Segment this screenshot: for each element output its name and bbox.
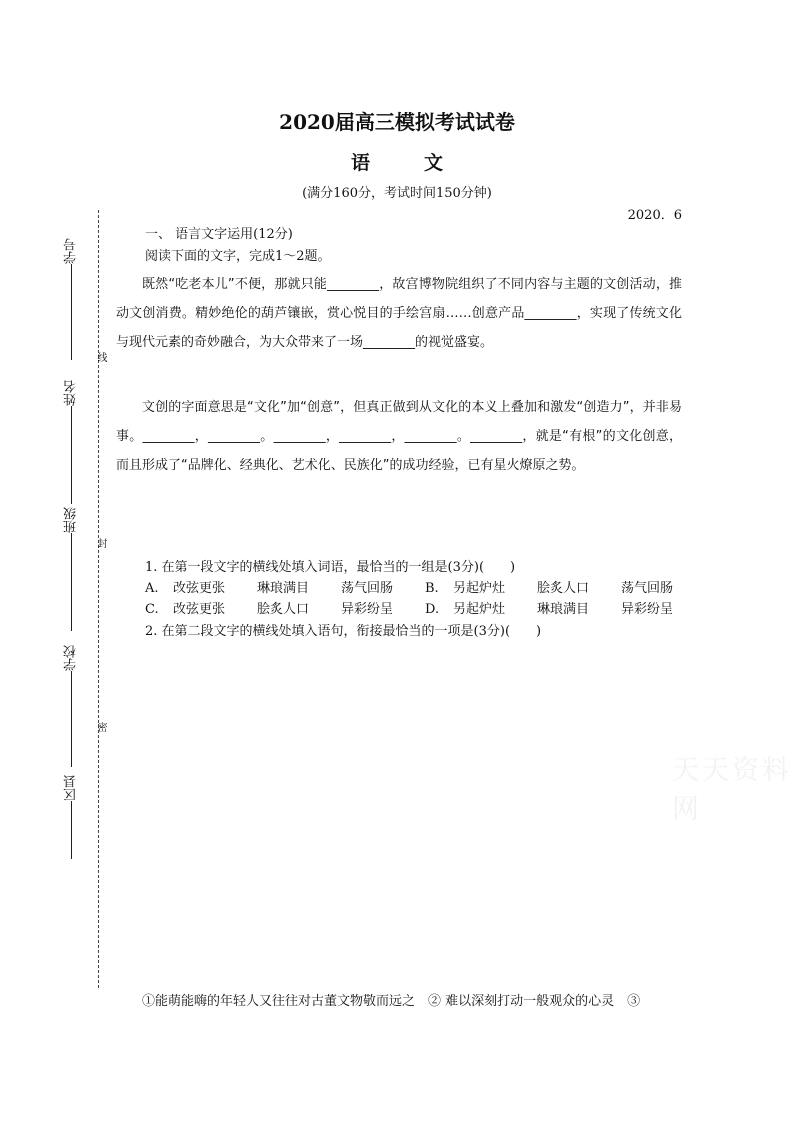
- option-c-word-1: 改弦更张: [173, 602, 226, 617]
- option-d-word-2: 琳琅满目: [537, 602, 590, 617]
- school-underline: [71, 671, 72, 767]
- option-label-d: D.: [425, 602, 440, 617]
- option-b-word-3: 荡气回肠: [621, 581, 674, 596]
- question-1-stem: 1. 在第一段文字的横线处填入词语，最恰当的一组是(3分)( ): [145, 560, 516, 575]
- student-id-underline: [71, 264, 72, 360]
- field-district: [62, 775, 81, 859]
- option-d-word-3: 异彩纷呈: [621, 602, 674, 617]
- option-c-word-2: 脍炙人口: [257, 602, 310, 617]
- option-label-a: A.: [145, 581, 159, 596]
- question-2-stem: 2. 在第二段文字的横线处填入语句，衔接最恰当的一项是(3分)( ): [145, 624, 542, 639]
- option-d-word-1: 另起炉灶: [453, 602, 506, 617]
- option-a-word-3: 荡气回肠: [341, 581, 394, 596]
- field-label-district: 区县: [64, 775, 79, 801]
- option-a-word-2: 琳琅满目: [257, 581, 310, 596]
- option-c-word-3: 异彩纷呈: [341, 602, 394, 617]
- name-underline: [71, 406, 72, 504]
- field-school: [62, 645, 81, 767]
- option-label-b: B.: [425, 581, 439, 596]
- exam-title: 2020届高三模拟考试试卷: [279, 110, 515, 134]
- seal-mark-line: 线: [95, 352, 106, 362]
- passage-paragraph-1: [116, 270, 682, 357]
- option-b-word-1: 另起炉灶: [453, 581, 506, 596]
- field-label-school: 学校: [64, 645, 79, 671]
- exam-note: (满分160分，考试时间150分钟): [302, 186, 492, 201]
- subject-title: 语文: [350, 152, 497, 174]
- exam-date: 2020．6: [627, 208, 682, 223]
- section-heading: 一、 语言文字运用(12分): [145, 227, 293, 242]
- field-class: [62, 507, 81, 631]
- field-student-id: [62, 238, 81, 360]
- option-label-c: C.: [145, 602, 159, 617]
- field-label-name: 姓名: [64, 380, 79, 406]
- paragraph-text: 既然“吃老本儿”不便，那就只能________，故宫博物院组织了不同内容与主题的文创活动，推动文创消费。精妙绝伦的葫芦镶嵌，赏心悦目的手绘宫扇……创意产品________，实现了传统文化与现代元素的奇妙融合，为大众带来了一场________的视觉盛宴。: [116, 277, 682, 350]
- paragraph-text: 文创的字面意思是“文化”加“创意”，但真正做到从文化的本义上叠加和激发“创造力”，并非易事。________，________。________，________，________。________，就是“有根”的文化创意，而且形成了“品牌化、经典化、艺术化、民族化”的成功经验，已有星火燎原之势。: [116, 400, 682, 473]
- question-1-options-row-1: [145, 577, 705, 596]
- question-2-options-preview: ①能萌能嗨的年轻人又往往对古董文物敬而远之 ② 难以深刻打动一般观众的心灵 ③: [142, 994, 641, 1009]
- class-underline: [71, 533, 72, 631]
- watermark: 天天资料网: [672, 755, 792, 825]
- passage-paragraph-2: [116, 393, 682, 480]
- binding-dashed-line: [98, 210, 99, 988]
- option-a-word-1: 改弦更张: [173, 581, 226, 596]
- field-name: [62, 380, 81, 504]
- option-b-word-2: 脍炙人口: [537, 581, 590, 596]
- seal-mark-secret: 密: [95, 722, 106, 732]
- section-instruction: 阅读下面的文字，完成1～2题。: [145, 249, 331, 264]
- field-label-student-id: 学号: [64, 238, 79, 264]
- district-underline: [71, 801, 72, 859]
- field-label-class: 班级: [64, 507, 79, 533]
- question-1-options-row-2: [145, 598, 705, 617]
- seal-mark-seal: 封: [95, 538, 106, 548]
